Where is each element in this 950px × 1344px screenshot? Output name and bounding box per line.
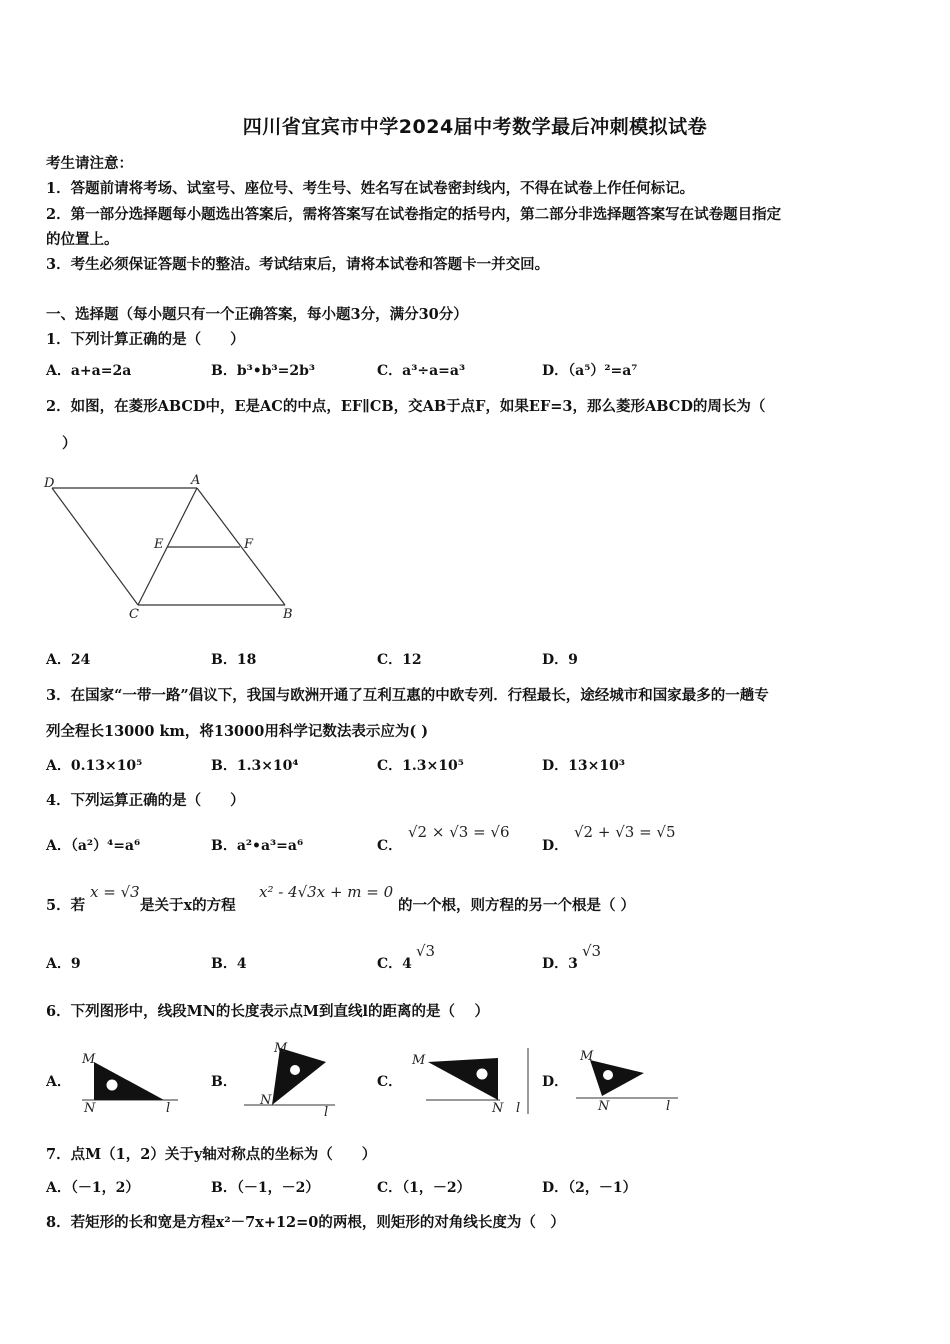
question-2-stem: 2．如图，在菱形ABCD中，E是AC的中点，EF∥CB，交AB于点F，如果EF=3，那么菱形ABCD的周长为（ [46,398,766,415]
figure-label-e: E [154,537,164,552]
q6c-label-n: N [492,1101,504,1116]
q5-option-c-sqrt: √3 [416,942,436,960]
q4-option-d-math: √2 + √3 = √5 [574,823,676,841]
question-7-stem: 7．点M（1，2）关于y轴对称点的坐标为（ ） [46,1146,377,1163]
q4-option-d: D． [542,838,569,854]
question-3-stem: 3．在国家“一带一路”倡议下，我国与欧洲开通了互利互惠的中欧专列．行程最长，途经城市和国家最多的一趟专 [46,687,769,704]
question-1-stem: 1．下列计算正确的是（ ） [46,331,245,348]
q7-option-c: C．（1，－2） [377,1180,471,1196]
q6-figure-c [404,1044,546,1118]
question-4-stem: 4．下列运算正确的是（ ） [46,792,245,809]
notice-item: 的位置上。 [46,231,119,248]
q6-figure-d [570,1046,682,1114]
q1-option-c: C．a³÷a=a³ [377,363,466,379]
q3-option-c: C．1.3×10⁵ [377,758,464,774]
q2-option-c: C．12 [377,652,422,668]
section-heading: 一、选择题（每小题只有一个正确答案，每小题3分，满分30分） [46,306,468,323]
q5-option-b: B．4 [211,956,247,972]
q2-option-b: B．18 [211,652,257,668]
q5-option-d-sqrt: √3 [582,942,602,960]
figure-label-b: B [283,607,293,622]
q2-option-a: A．24 [46,652,91,668]
q5-math-equation: x² - 4√3x + m = 0 [259,883,394,901]
figure-label-a: A [191,473,201,488]
question-5-stem-c: 的一个根，则方程的另一个根是（ ） [398,897,636,914]
figure-label-c: C [129,607,139,622]
q7-option-b: B．（－1，－2） [211,1180,320,1196]
q6d-label-n: N [598,1099,610,1114]
q7-option-a: A．（－1，2） [46,1180,140,1196]
q6-option-a: A． [46,1074,71,1090]
q6-figure-a [76,1050,186,1116]
question-6-stem: 6．下列图形中，线段MN的长度表示点M到直线l的距离的是（ ） [46,1003,489,1020]
q6b-label-n: N [260,1093,272,1108]
q6d-label-m: M [580,1049,594,1064]
q5-option-a: A．9 [46,956,81,972]
q4-option-b: B．a²•a³=a⁶ [211,838,304,854]
q5-option-c: C．4 [377,956,412,972]
notice-heading: 考生请注意： [46,155,133,172]
figure-label-f: F [244,537,254,552]
q6a-label-n: N [84,1101,96,1116]
q4-option-c: C． [377,838,403,854]
q7-option-d: D．（2，－1） [542,1180,637,1196]
q1-option-b: B．b³•b³=2b³ [211,363,316,379]
q3-option-d: D．13×10³ [542,758,625,774]
q6c-label-l: l [516,1101,521,1116]
question-8-stem: 8．若矩形的长和宽是方程x²－7x+12=0的两根，则矩形的对角线长度为（ ） [46,1214,565,1231]
page-title: 四川省宜宾市中学2024届中考数学最后冲刺模拟试卷 [242,116,708,138]
q6c-label-m: M [412,1053,426,1068]
question-2-stem-end: ） [62,435,77,452]
q6-option-d: D． [542,1074,569,1090]
q2-option-d: D．9 [542,652,578,668]
q4-option-a: A．（a²）⁴=a⁶ [46,838,141,854]
q6b-label-l: l [324,1105,329,1118]
q5-option-d: D．3 [542,956,578,972]
q1-option-a: A．a+a=2a [46,363,132,379]
question-3-stem-line2: 列全程长13000 km，将13000用科学记数法表示应为( ) [46,723,429,740]
q6b-label-m: M [274,1041,288,1056]
q6-option-c: C． [377,1074,403,1090]
notice-item: 2．第一部分选择题每小题选出答案后，需将答案写在试卷指定的括号内，第二部分非选择题答案写在试卷题目指定 [46,206,782,223]
q3-option-a: A．0.13×10⁵ [46,758,143,774]
question-5-stem-b: 是关于x的方程 [140,897,236,914]
notice-item: 3．考生必须保证答题卡的整洁。考试结束后，请将本试卷和答题卡一并交回。 [46,256,550,273]
question-5-stem-a: 5．若 [46,897,86,914]
q6a-label-m: M [82,1052,96,1067]
q5-math-root: x = √3 [90,883,140,901]
q6d-label-l: l [666,1099,671,1114]
q6a-label-l: l [166,1101,171,1116]
q4-option-c-math: √2 × √3 = √6 [408,823,510,841]
q6-option-b: B． [211,1074,237,1090]
q3-option-b: B．1.3×10⁴ [211,758,299,774]
figure-label-d: D [44,476,55,491]
rhombus-figure [40,468,310,626]
q1-option-d: D．（a⁵）²=a⁷ [542,363,638,379]
notice-item: 1．答题前请将考场、试室号、座位号、考生号、姓名写在试卷密封线内，不得在试卷上作任何标记。 [46,180,695,197]
q6-figure-b [240,1040,340,1118]
